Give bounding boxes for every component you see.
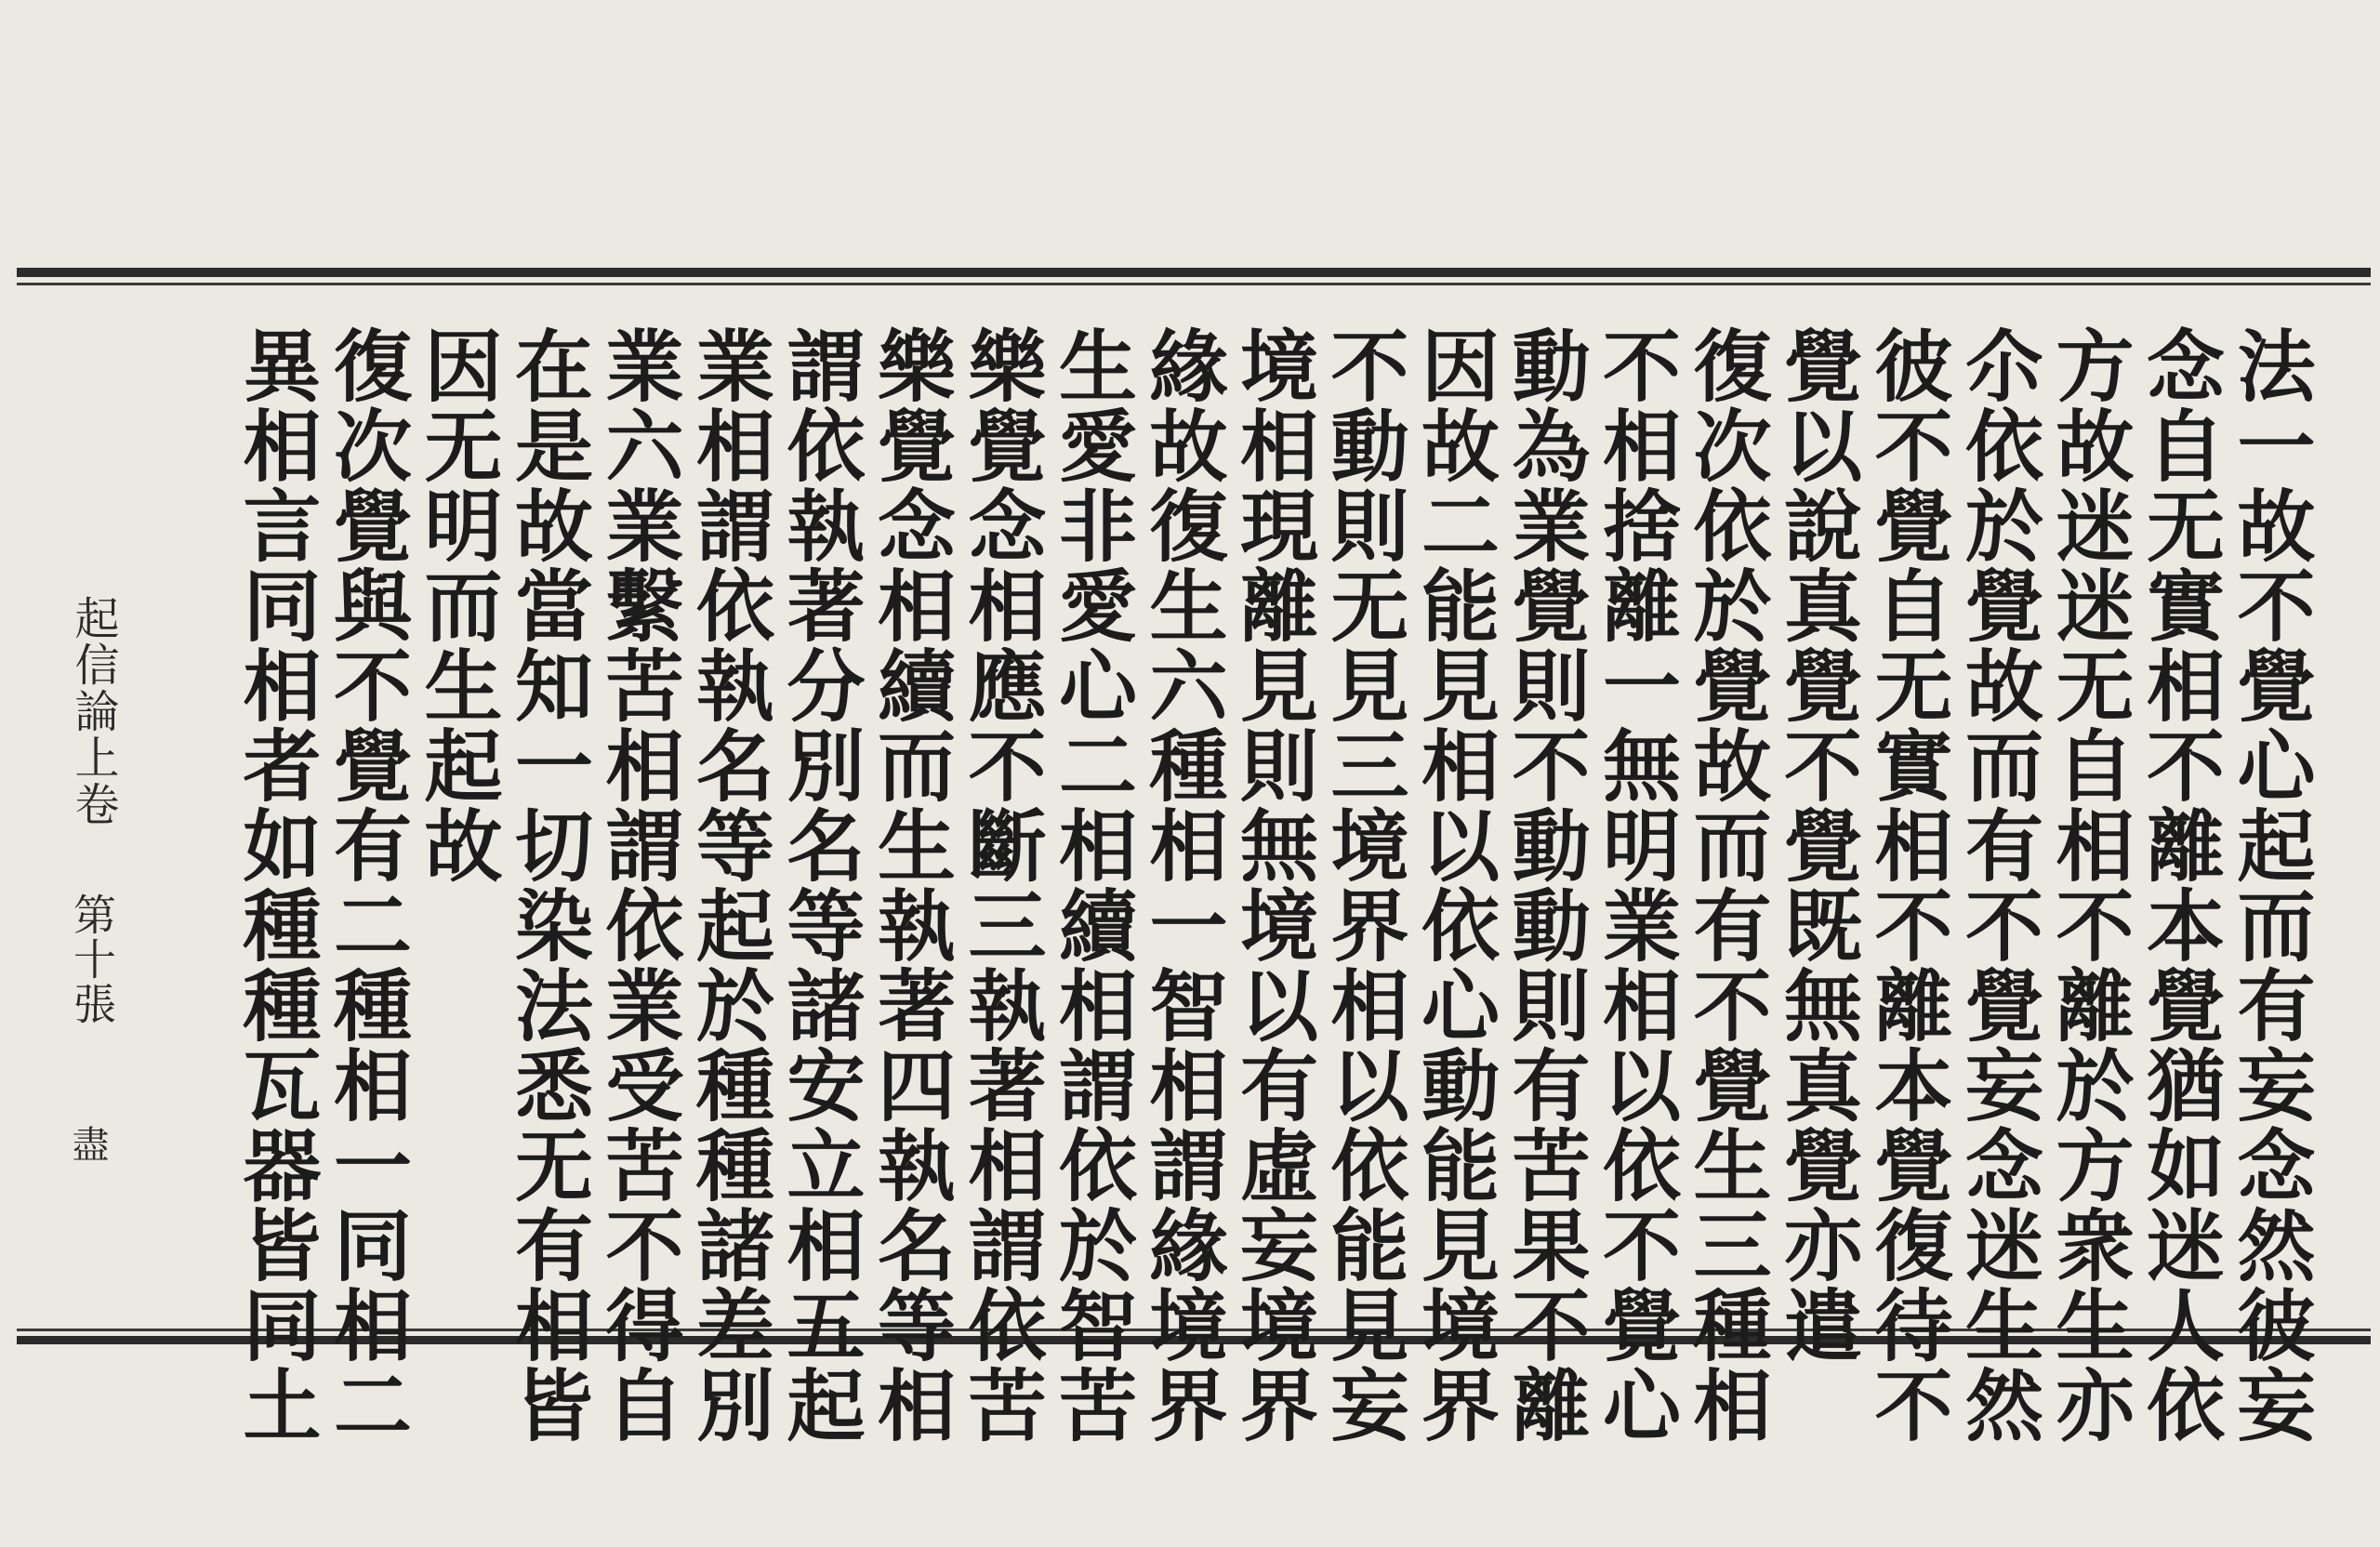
end-mark: 盡	[66, 1125, 109, 1162]
text-column: 業相謂依執名等起於種種諸差別	[683, 325, 776, 1445]
text-column: 不動則无見三境界相以依能見妄	[1318, 325, 1410, 1445]
text-column: 緣故復生六種相一智相謂緣境界	[1137, 325, 1229, 1445]
text-column: 法一故不覺心起而有妄念然彼妄	[2225, 325, 2317, 1445]
text-column: 樂覺念相應不斷三執著相謂依苦	[956, 325, 1048, 1445]
text-column: 動為業覺則不動動則有苦果不離	[1500, 325, 1592, 1445]
text-column: 業六業繫苦相謂依業受苦不得自	[593, 325, 685, 1445]
text-column: 因故二能見相以依心動能見境界	[1408, 325, 1501, 1445]
leaf-number-margin: 第十張	[67, 892, 117, 1026]
text-column: 謂依執著分別名等諸安立相五起	[774, 325, 866, 1445]
book-title-margin: 起信論上卷	[67, 595, 119, 827]
text-column: 方故迷迷无自相不離於方衆生亦	[2043, 325, 2135, 1445]
text-column: 尒依於覺故而有不覺妄念迷生然	[1952, 325, 2045, 1445]
text-column: 在是故當知一切染法悉无有相皆	[502, 325, 595, 1445]
text-column: 不相捨離一無明業相以依不覺心	[1590, 325, 1683, 1445]
text-column: 復次依於覺故而有不覺生三種相	[1681, 325, 1773, 1445]
text-column: 樂覺念相續而生執著四執名等相	[865, 325, 958, 1445]
text-column: 境相現離見則無境以有虛妄境界	[1227, 325, 1320, 1445]
text-column: 生愛非愛心二相續相謂依於智苦	[1046, 325, 1139, 1445]
text-column: 復次覺與不覺有二種相一同相二	[321, 325, 414, 1445]
text-column: 彼不覺自无實相不離本覺復待不	[1862, 325, 1954, 1445]
text-column: 念自无實相不離本覺猶如迷人依	[2134, 325, 2227, 1445]
text-column: 因无明而生起故	[412, 325, 504, 885]
text-column: 覺以說真覺不覺既無真覺亦遣	[1771, 325, 1864, 1365]
text-column: 異相言同相者如種種瓦器皆同土	[231, 325, 323, 1445]
